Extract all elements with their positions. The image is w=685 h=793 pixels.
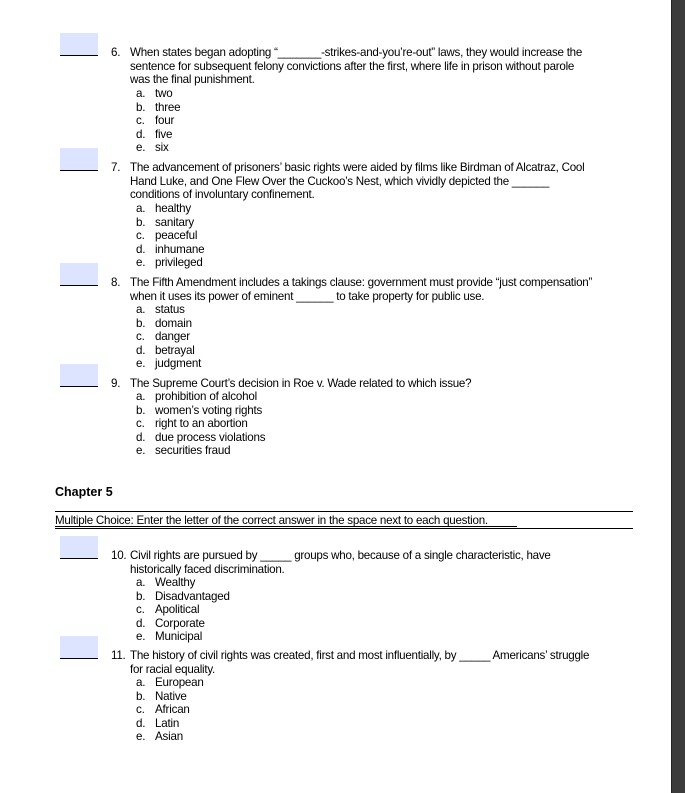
option: c. right to an abortion — [136, 417, 248, 431]
option: c. danger — [136, 330, 190, 344]
question-11-text: 11. The history of civil rights was created, first and most influentially, by _____ Americans’ struggle for racial equality. — [111, 649, 590, 676]
answer-field-8[interactable] — [60, 263, 98, 286]
option: e. judgment — [136, 357, 202, 371]
question-10-options — [136, 576, 230, 644]
instructions-text: Multiple Choice: Enter the letter of the correct answer in the space next to each question. — [55, 514, 488, 527]
option: a. prohibition of alcohol — [136, 390, 257, 403]
option: c. Apolitical — [136, 603, 200, 617]
option: c. four — [136, 114, 175, 128]
option: d. inhumane — [136, 242, 205, 256]
option: a. two — [136, 87, 173, 100]
question-7-text: 7. The advancement of prisoners’ basic rights were aided by films like Birdman of Alcatraz, Cool Hand Luke, and One Flew Over the Cuckoo’s Nest, which vividly depicted the ______ conditions of involuntary confinement. — [111, 161, 585, 202]
option: e. privileged — [136, 256, 203, 270]
answer-field-7[interactable] — [60, 148, 98, 171]
answer-field-9[interactable] — [60, 364, 98, 387]
option: e. six — [136, 141, 169, 155]
option: e. securities fraud — [136, 444, 231, 458]
option: c. peaceful — [136, 229, 198, 243]
chapter-title: Chapter 5 — [55, 485, 113, 499]
option: b. sanitary — [136, 215, 194, 229]
option: a. Wealthy — [136, 576, 196, 589]
instructions-box — [55, 511, 633, 529]
question-6-text: 6. When states began adopting “_______-strikes-and-you’re-out” laws, they would increase the sentence for subsequent felony convictions after the first, where life in prison without parole was the final punishment. — [111, 46, 583, 87]
option: c. African — [136, 703, 190, 717]
option: a. European — [136, 676, 204, 689]
option: a. healthy — [136, 202, 191, 215]
answer-field-11[interactable] — [60, 636, 98, 659]
question-11-options — [136, 676, 204, 744]
question-7-options — [136, 202, 204, 270]
option: e. Asian — [136, 730, 184, 744]
option: d. due process violations — [136, 430, 266, 444]
answer-field-6[interactable] — [60, 33, 98, 56]
option: d. Corporate — [136, 616, 205, 630]
option: d. Latin — [136, 716, 180, 730]
question-10-text: 10. Civil rights are pursued by _____ groups who, because of a single characteristic, have historically faced discrimination. — [111, 549, 551, 576]
option: e. Municipal — [136, 630, 203, 644]
instructions-underline — [55, 526, 517, 527]
question-6-options — [136, 87, 180, 155]
option: d. five — [136, 127, 173, 141]
option: b. women’s voting rights — [136, 403, 263, 417]
question-9-text: 9. The Supreme Court’s decision in Roe v. Wade related to which issue? — [111, 377, 472, 390]
option: b. three — [136, 100, 181, 114]
question-9-options — [136, 390, 265, 458]
question-8-text: 8. The Fifth Amendment includes a takings clause: government must provide “just compensation” when it uses its power of eminent ______ to take property for public use. — [111, 276, 593, 303]
question-8-options — [136, 303, 201, 371]
answer-field-10[interactable] — [60, 536, 98, 559]
option: d. betrayal — [136, 343, 195, 357]
option: a. status — [136, 303, 185, 316]
option: b. Native — [136, 689, 187, 703]
option: b. domain — [136, 316, 192, 330]
option: b. Disadvantaged — [136, 589, 230, 603]
